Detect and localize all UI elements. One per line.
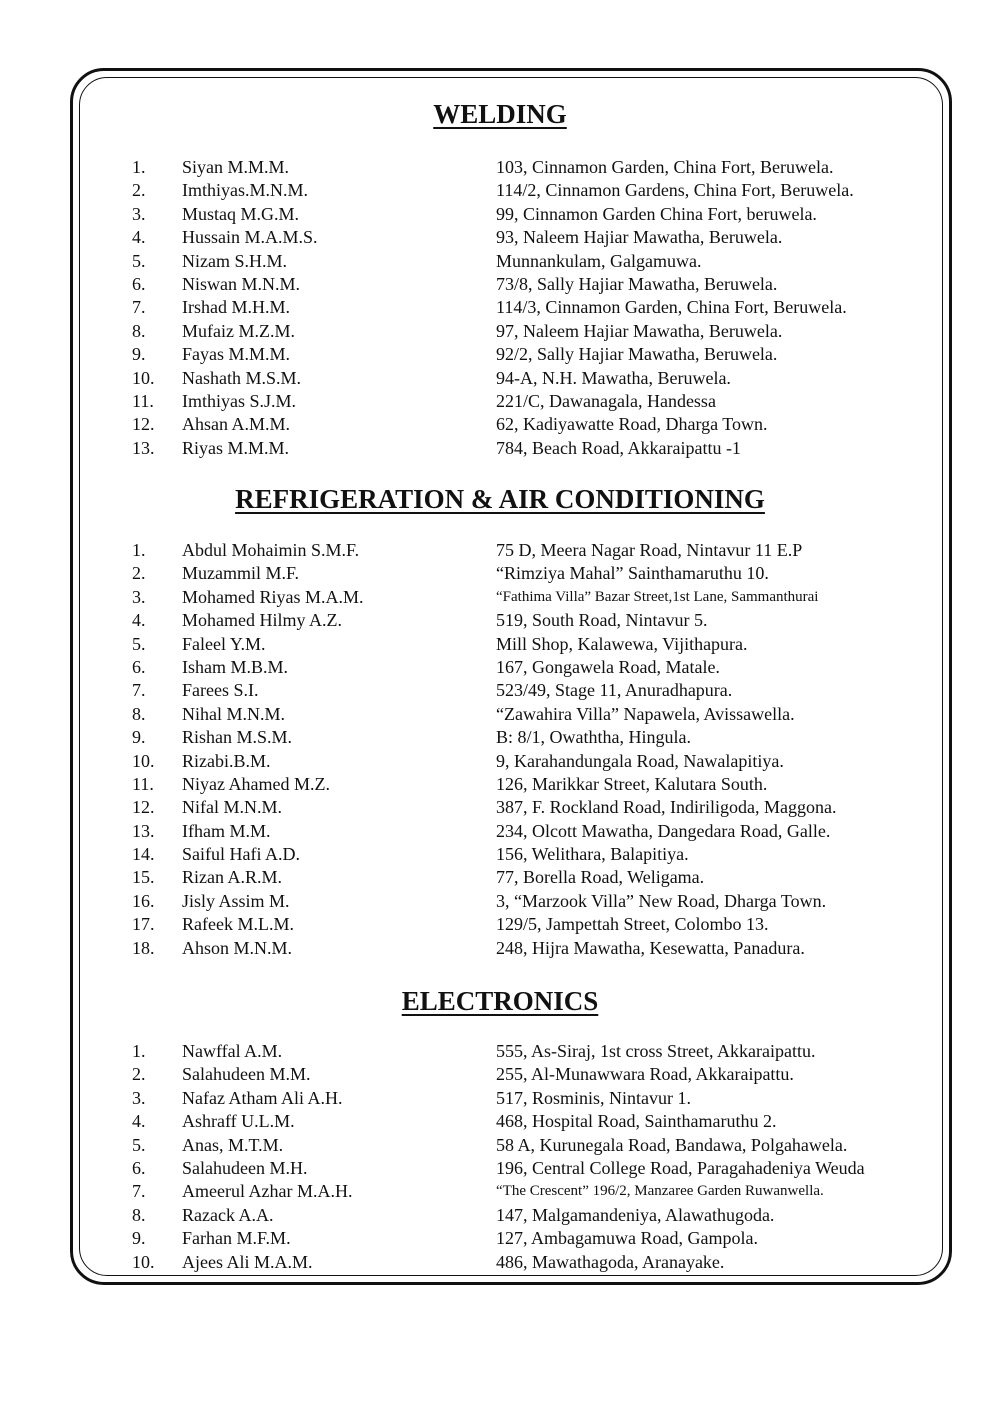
entry-name: Irshad M.H.M.	[182, 297, 290, 318]
entry-number: 5.	[132, 633, 146, 654]
entry-name: Nihal M.N.M.	[182, 703, 285, 724]
entry-address: Munnankulam, Galgamuwa.	[496, 250, 702, 271]
entry-address: 114/3, Cinnamon Garden, China Fort, Beruwela.	[496, 297, 847, 318]
entry-name: Salahudeen M.M.	[182, 1064, 311, 1085]
entry-number: 8.	[132, 1204, 146, 1225]
entry-number: 11.	[132, 390, 154, 411]
entry-address: 92/2, Sally Hajiar Mawatha, Beruwela.	[496, 344, 778, 365]
list-item	[0, 1040, 1000, 1063]
list-item	[0, 539, 1000, 562]
list-item	[0, 750, 1000, 773]
entry-address: 93, Naleem Hajiar Mawatha, Beruwela.	[496, 227, 783, 248]
entry-address: 387, F. Rockland Road, Indiriligoda, Maggona.	[496, 797, 837, 818]
entry-number: 10.	[132, 750, 155, 771]
entry-number: 3.	[132, 1087, 146, 1108]
entry-address: 97, Naleem Hajiar Mawatha, Beruwela.	[496, 320, 783, 341]
entry-number: 5.	[132, 1134, 146, 1155]
entry-number: 14.	[132, 844, 155, 865]
entry-address: 221/C, Dawanagala, Handessa	[496, 390, 716, 411]
list-item	[0, 913, 1000, 936]
entry-name: Nifal M.N.M.	[182, 797, 282, 818]
list-item	[0, 320, 1000, 343]
list-item	[0, 937, 1000, 960]
list-item	[0, 273, 1000, 296]
entry-address: 255, Al-Munawwara Road, Akkaraipattu.	[496, 1064, 794, 1085]
entry-address: “Rimziya Mahal” Sainthamaruthu 10.	[496, 563, 769, 584]
entry-name: Razack A.A.	[182, 1204, 274, 1225]
entry-name: Nizam S.H.M.	[182, 250, 287, 271]
entry-name: Rizan A.R.M.	[182, 867, 283, 888]
entry-number: 6.	[132, 1157, 146, 1178]
entry-address: 167, Gongawela Road, Matale.	[496, 656, 720, 677]
entry-address: Mill Shop, Kalawewa, Vijithapura.	[496, 633, 748, 654]
entry-address: 147, Malgamandeniya, Alawathugoda.	[496, 1204, 775, 1225]
list-item	[0, 250, 1000, 273]
list-item	[0, 390, 1000, 413]
entry-address: 9, Karahandungala Road, Nawalapitiya.	[496, 750, 784, 771]
entry-address: 114/2, Cinnamon Gardens, China Fort, Beruwela.	[496, 180, 854, 201]
entry-name: Nashath M.S.M.	[182, 367, 302, 388]
list-item	[0, 609, 1000, 632]
entry-address: 94-A, N.H. Mawatha, Beruwela.	[496, 367, 731, 388]
list-item	[0, 226, 1000, 249]
entry-number: 2.	[132, 563, 146, 584]
entry-name: Riyas M.M.M.	[182, 437, 290, 458]
list-item	[0, 413, 1000, 436]
list-item	[0, 437, 1000, 460]
entry-number: 1.	[132, 157, 146, 177]
entry-name: Niswan M.N.M.	[182, 273, 301, 294]
entry-number: 11.	[132, 773, 154, 794]
entry-address: 555, As-Siraj, 1st cross Street, Akkaraipattu.	[496, 1041, 816, 1061]
entry-name: Rizabi.B.M.	[182, 750, 271, 771]
entry-address: 156, Welithara, Balapitiya.	[496, 844, 689, 865]
list-item	[0, 679, 1000, 702]
entry-name: Isham M.B.M.	[182, 656, 289, 677]
section-title: REFRIGERATION & AIR CONDITIONING	[235, 484, 765, 514]
list-item	[0, 1087, 1000, 1110]
list-item	[0, 820, 1000, 843]
list-item	[0, 1251, 1000, 1274]
list-item	[0, 890, 1000, 913]
list-item	[0, 1157, 1000, 1180]
list-item	[0, 843, 1000, 866]
entry-name: Ahsan A.M.M.	[182, 414, 291, 435]
entry-number: 4.	[132, 227, 146, 248]
entry-number: 1.	[132, 540, 146, 560]
entry-name: Faleel Y.M.	[182, 633, 266, 654]
entry-address: 127, Ambagamuwa Road, Gampola.	[496, 1228, 758, 1249]
entry-name: Anas, M.T.M.	[182, 1134, 284, 1155]
entry-address: “Zawahira Villa” Napawela, Avissawella.	[496, 703, 795, 724]
list-item	[0, 343, 1000, 366]
list-item	[0, 773, 1000, 796]
section-electronics	[0, 985, 1000, 1017]
entry-name: Ajees Ali M.A.M.	[182, 1251, 313, 1272]
entry-address: 468, Hospital Road, Sainthamaruthu 2.	[496, 1111, 777, 1132]
list-item	[0, 656, 1000, 679]
entry-address: B: 8/1, Owaththa, Hingula.	[496, 727, 691, 748]
entry-name: Mufaiz M.Z.M.	[182, 320, 295, 341]
entry-number: 2.	[132, 1064, 146, 1085]
list-item	[0, 296, 1000, 319]
entry-number: 15.	[132, 867, 155, 888]
entry-number: 4.	[132, 1111, 146, 1132]
entry-address: 62, Kadiyawatte Road, Dharga Town.	[496, 414, 768, 435]
entry-name: Muzammil M.F.	[182, 563, 300, 584]
entry-number: 8.	[132, 703, 146, 724]
entry-address: 519, South Road, Nintavur 5.	[496, 610, 708, 631]
list-item	[0, 586, 1000, 609]
entry-address: 486, Mawathagoda, Aranayake.	[496, 1251, 725, 1272]
list-item	[0, 156, 1000, 179]
entry-name: Ifham M.M.	[182, 820, 271, 841]
list-item	[0, 1134, 1000, 1157]
list-item	[0, 203, 1000, 226]
entry-address: “The Crescent” 196/2, Manzaree Garden Ruwanwella.	[496, 1183, 824, 1200]
entry-name: Rafeek M.L.M.	[182, 914, 294, 935]
entry-number: 10.	[132, 367, 155, 388]
entry-name: Imthiyas S.J.M.	[182, 390, 297, 411]
list-item	[0, 1063, 1000, 1086]
entry-address: 126, Marikkar Street, Kalutara South.	[496, 773, 768, 794]
refrigeration-list	[0, 539, 1000, 960]
list-item	[0, 1227, 1000, 1250]
entry-name: Mohamed Riyas M.A.M.	[182, 586, 364, 607]
entry-name: Farhan M.F.M.	[182, 1228, 291, 1249]
list-item	[0, 726, 1000, 749]
entry-name: Nawffal A.M.	[182, 1041, 283, 1061]
entry-name: Niyaz Ahamed M.Z.	[182, 773, 330, 794]
entry-address: 784, Beach Road, Akkaraipattu -1	[496, 437, 741, 458]
entry-number: 10.	[132, 1251, 155, 1272]
entry-address: 75 D, Meera Nagar Road, Nintavur 11 E.P	[496, 540, 803, 560]
entry-name: Mustaq M.G.M.	[182, 203, 300, 224]
entry-name: Saiful Hafi A.D.	[182, 844, 300, 865]
entry-name: Imthiyas.M.N.M.	[182, 180, 308, 201]
entry-number: 2.	[132, 180, 146, 201]
entry-address: 517, Rosminis, Nintavur 1.	[496, 1087, 692, 1108]
list-item	[0, 633, 1000, 656]
entry-name: Ahson M.N.M.	[182, 937, 293, 958]
entry-address: 3, “Marzook Villa” New Road, Dharga Town.	[496, 890, 827, 911]
entry-number: 3.	[132, 203, 146, 224]
entry-number: 12.	[132, 797, 155, 818]
entry-name: Fayas M.M.M.	[182, 344, 291, 365]
entry-address: 73/8, Sally Hajiar Mawatha, Beruwela.	[496, 273, 778, 294]
section-welding	[0, 98, 1000, 130]
electronics-list	[0, 1040, 1000, 1274]
list-item	[0, 1110, 1000, 1133]
list-item	[0, 562, 1000, 585]
entry-number: 4.	[132, 610, 146, 631]
list-item	[0, 1180, 1000, 1203]
entry-number: 18.	[132, 937, 155, 958]
entry-number: 9.	[132, 1228, 146, 1249]
list-item	[0, 796, 1000, 819]
entry-name: Abdul Mohaimin S.M.F.	[182, 540, 360, 560]
entry-address: 103, Cinnamon Garden, China Fort, Beruwela.	[496, 157, 834, 177]
welding-list	[0, 156, 1000, 460]
entry-number: 9.	[132, 344, 146, 365]
entry-number: 6.	[132, 273, 146, 294]
section-title: WELDING	[433, 99, 567, 129]
entry-name: Farees S.I.	[182, 680, 259, 701]
section-refrigeration	[0, 483, 1000, 515]
entry-address: 248, Hijra Mawatha, Kesewatta, Panadura.	[496, 937, 805, 958]
entry-number: 7.	[132, 680, 146, 701]
entry-number: 17.	[132, 914, 155, 935]
entry-name: Hussain M.A.M.S.	[182, 227, 318, 248]
entry-address: 196, Central College Road, Paragahadeniya Weuda	[496, 1157, 865, 1178]
entry-number: 13.	[132, 437, 155, 458]
entry-address: 58 A, Kurunegala Road, Bandawa, Polgahawela.	[496, 1134, 848, 1155]
entry-name: Mohamed Hilmy A.Z.	[182, 610, 342, 631]
entry-number: 7.	[132, 297, 146, 318]
entry-name: Ashraff U.L.M.	[182, 1111, 295, 1132]
entry-address: 129/5, Jampettah Street, Colombo 13.	[496, 914, 769, 935]
entry-number: 3.	[132, 586, 146, 607]
entry-address: 523/49, Stage 11, Anuradhapura.	[496, 680, 733, 701]
entry-number: 7.	[132, 1181, 146, 1202]
list-item	[0, 179, 1000, 202]
entry-number: 1.	[132, 1041, 146, 1061]
entry-number: 8.	[132, 320, 146, 341]
entry-address: 77, Borella Road, Weligama.	[496, 867, 705, 888]
entry-name: Jisly Assim M.	[182, 890, 290, 911]
list-item	[0, 1204, 1000, 1227]
entry-name: Nafaz Atham Ali A.H.	[182, 1087, 343, 1108]
entry-name: Ameerul Azhar M.A.H.	[182, 1181, 353, 1202]
entry-address: 234, Olcott Mawatha, Dangedara Road, Galle.	[496, 820, 831, 841]
section-title: ELECTRONICS	[401, 986, 599, 1016]
entry-number: 9.	[132, 727, 146, 748]
list-item	[0, 703, 1000, 726]
entry-name: Salahudeen M.H.	[182, 1157, 308, 1178]
list-item	[0, 367, 1000, 390]
entry-number: 13.	[132, 820, 155, 841]
entry-name: Rishan M.S.M.	[182, 727, 293, 748]
entry-number: 6.	[132, 656, 146, 677]
entry-name: Siyan M.M.M.	[182, 157, 290, 177]
entry-address: “Fathima Villa” Bazar Street,1st Lane, Sammanthurai	[496, 588, 819, 605]
list-item	[0, 866, 1000, 889]
entry-number: 5.	[132, 250, 146, 271]
entry-address: 99, Cinnamon Garden China Fort, beruwela.	[496, 203, 817, 224]
entry-number: 16.	[132, 890, 155, 911]
entry-number: 12.	[132, 414, 155, 435]
